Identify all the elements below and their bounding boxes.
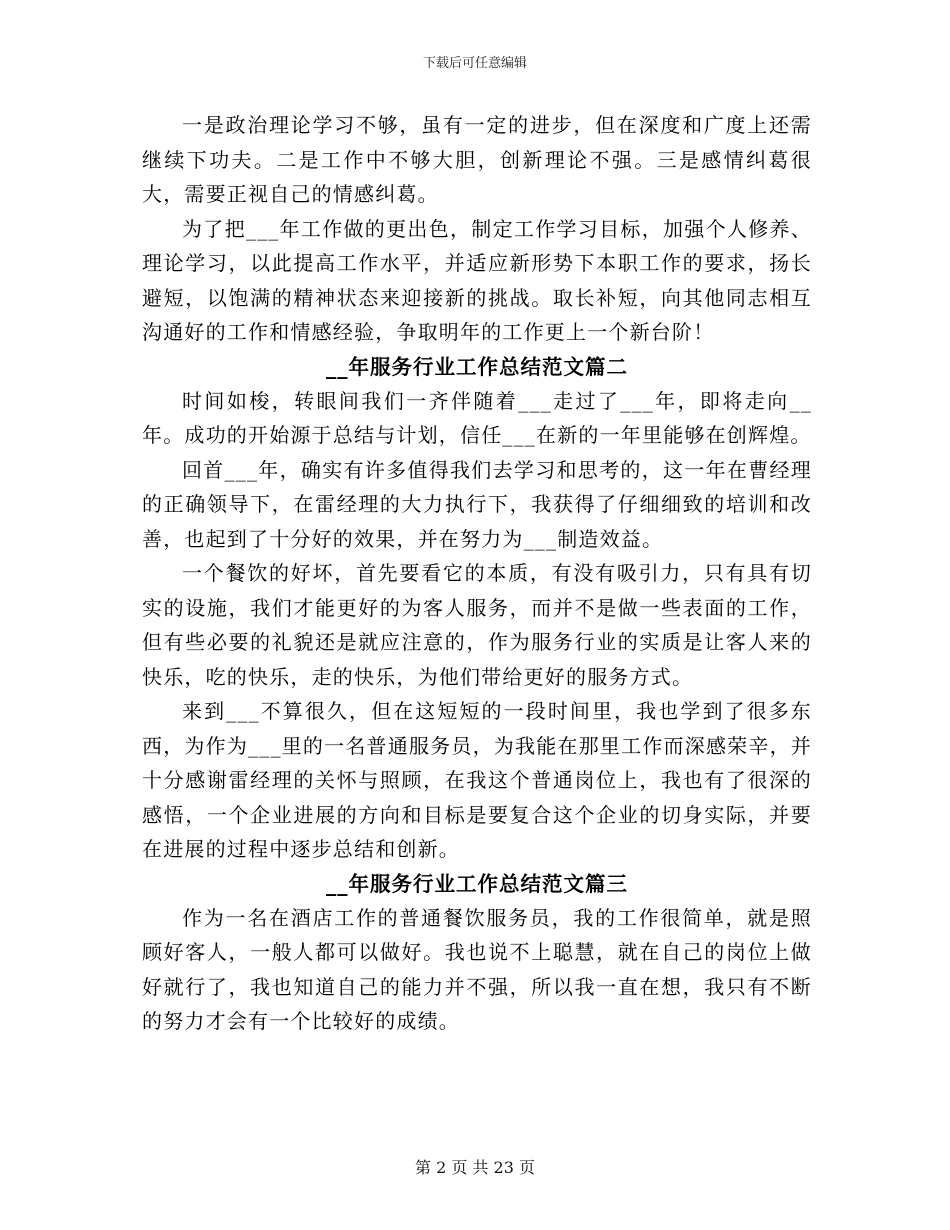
paragraph-1: 一是政治理论学习不够，虽有一定的进步，但在深度和广度上还需继续下功夫。二是工作中不够大胆，创新理论不强。三是感情纠葛很大，需要正视自己的情感纠葛。: [142, 113, 812, 206]
section-title-2: __年服务行业工作总结范文篇二: [326, 354, 628, 379]
paragraph-2: 为了把___年工作做的更出色，制定工作学习目标，加强个人修养、理论学习，以此提高工作水平，并适应新形势下本职工作的要求，扬长避短，以饱满的精神状态来迎接新的挑战。取长补短，向其他同志相互沟通好的工作和情感经验，争取明年的工作更上一个新台阶！: [142, 216, 812, 344]
document-body: [142, 108, 812, 1039]
paragraph-4: 回首___年，确实有许多值得我们去学习和思考的，这一年在曹经理的正确领导下，在雷经理的大力执行下，我获得了仔细细致的培训和改善，也起到了十分好的效果，并在努力为___制造效益。: [142, 457, 812, 551]
paragraph-6: 来到___不算很久，但在这短短的一段时间里，我也学到了很多东西，为作为___里的一名普通服务员，为我能在那里工作而深感荣辛，并十分感谢雷经理的关怀与照顾，在我这个普通岗位上，我也有了很深的感悟，一个企业进展的方向和目标是要复合这个企业的切身实际，并要在进展的过程中逐步总结和创新。: [142, 699, 812, 861]
paragraph-7: 作为一名在酒店工作的普通餐饮服务员，我的工作很简单，就是照顾好客人，一般人都可以做好。我也说不上聪慧，就在自己的岗位上做好就行了，我也知道自己的能力并不强，所以我一直在想，我只有不断的努力才会有一个比较好的成绩。: [142, 905, 812, 1033]
header-note: 下载后可任意编辑: [422, 56, 527, 71]
section-title-3: __年服务行业工作总结范文篇三: [326, 871, 628, 896]
page-number: 第 2 页 共 23 页: [415, 1158, 535, 1177]
paragraph-5: 一个餐饮的好坏，首先要看它的本质，有没有吸引力，只有具有切实的设施，我们才能更好的为客人服务，而并不是做一些表面的工作，但有些必要的礼貌还是就应注意的，作为服务行业的实质是让客人来的快乐，吃的快乐，走的快乐，为他们带给更好的服务方式。: [142, 561, 812, 689]
paragraph-3: 时间如梭，转眼间我们一齐伴随着___走过了___年，即将走向__年。成功的开始源于总结与计划，信任___在新的一年里能够在创辉煌。: [142, 388, 812, 447]
